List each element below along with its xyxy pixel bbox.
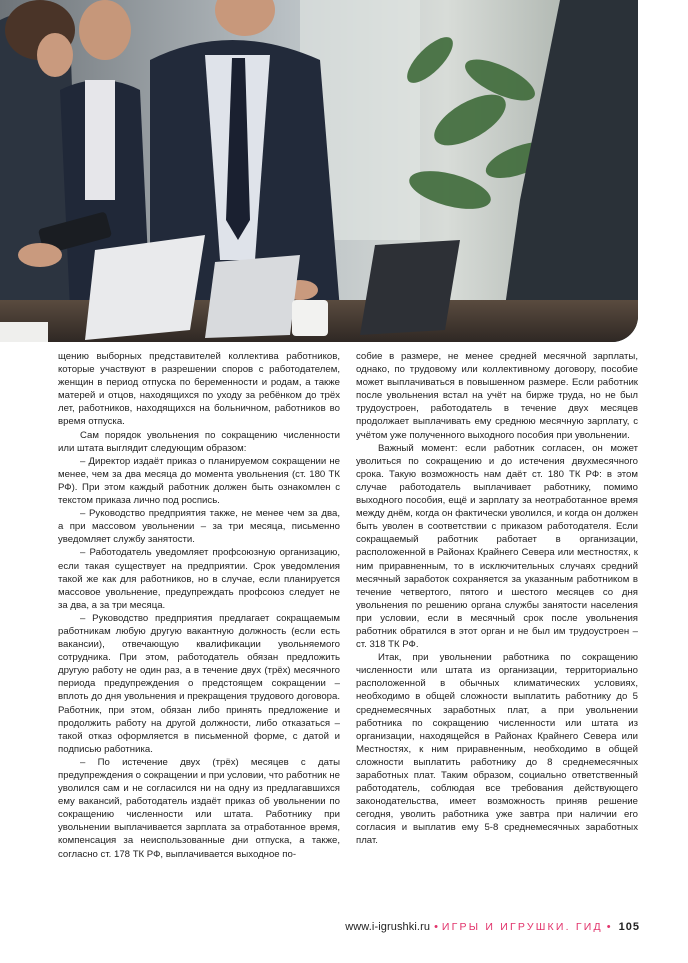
page-footer	[300, 919, 640, 935]
paragraph: – Директор издаёт приказ о планируемом сокращении не менее, чем за два месяца до момента увольнения (ст. 180 ТК РФ). При этом каждый работник должен быть ознакомлен с текстом приказа лично под роспись.	[58, 455, 340, 507]
paragraph: – По истечение двух (трёх) месяцев с даты предупреждения о сокращении и при условии, что работник не уволился сам и не согласился ни на одну из предлагавшихся ему вакансий, работодатель издаёт приказ об увольнении по сокращению численности или штата. Работнику при увольнении выплачивается зарплата за отработанное время, компенсация за неиспользованные дни отпуска, а также, согласно ст. 178 ТК РФ, выплачивается выходное по-	[58, 756, 340, 860]
website-link[interactable]: www.i-igrushki.ru	[345, 921, 431, 933]
paragraph: собие в размере, не менее средней месячной зарплаты, однако, по трудовому или коллективному договору, пособие может выплачиваться в повышенном размере. Если работник после увольнения встал на учёт на бирже труда, но не был трудоустроен, работодатель в течение двух месяцев продолжает выплачивать ему среднюю месячную зарплату, с учётом уже полученного выходного пособия при увольнении.	[356, 351, 638, 441]
text-column-left	[58, 350, 340, 861]
footer-separator: •	[606, 921, 611, 933]
header-photo	[0, 0, 638, 342]
paragraph: – Руководство предприятия предлагает сокращаемым работникам любую другую вакантную должность (если есть вакансии), отвечающую квалификации увольняемого сотрудника. При этом, работодатель обязан предложить другую работу не один раз, а в течение двух (трёх) месячного периода предупреждения о предстоящем сокращении – вплоть до дня увольнения и прекращения трудового договора. Работник, при этом, обязан либо принять предложение и продолжить работу на другой должности, либо отказаться – такой отказ оформляется в письменной форме, с датой и подписью работника.	[58, 612, 340, 755]
paragraph: Сам порядок увольнения по сокращению численности или штата выглядит следующим образом:	[58, 429, 340, 454]
page-number: 105	[618, 921, 640, 933]
paragraph: – Руководство предприятия также, не менее чем за два, а при массовом увольнении – за три месяца, письменно уведомляет службу занятости.	[58, 508, 340, 546]
paragraph: щению выборных представителей коллектива работников, которые участвуют в разрешении споров с работодателем, женщин в период отпуска по беременности и родам, а также матерей и отцов, находящихся по уходу за ребёнком до трёх лет, работников, находящихся на больничном, работников во время отпуска.	[58, 351, 340, 428]
paragraph: Важный момент: если работник согласен, он может уволиться по сокращению и до истечения двухмесячного срока. Такую возможность нам даёт ст. 180 ТК РФ: в этом случае работодатель выплачивает работнику, помимо выходного пособия, ещё и зарплату за неотработанное время между днём, когда он фактически уволился, и когда он должен быть уволен в соответствии с приказом работодателя. Если сокращаемый работник работает в организации, расположенной в Районах Крайнего Севера или местностях, к ним приравненным, то в исключительных случаях средний месячный заработок сохраняется за указанным работником в течение четвертого, пятого и шестого месяцев со дня увольнения по решению органа службы занятости населения при условии, если в месячный срок после увольнения работник обратился в этот орган и не был им трудоустроен – ст. 318 ТК РФ.	[356, 442, 638, 651]
text-column-right	[356, 350, 638, 848]
magazine-title: ИГРЫ И ИГРУШКИ. ГИД	[441, 921, 603, 933]
office-meeting-photo	[0, 0, 638, 342]
footer-separator: •	[434, 921, 438, 933]
paragraph: Итак, при увольнении работника по сокращению численности или штата из организации, территориально расположенной в обычных климатических условиях, необходимо в общей сложности выплатить работнику до 5 среднемесячных заработных плат, а при увольнении работника по сокращению численности или штата из организации, находящейся в Районах Крайнего Севера или Местностях, к ним приравненным, необходимо в общей сложности выплатить работнику до 8 среднемесячных заработных плат. Таким образом, социально ответственный работодатель, соблюдая все требования действующего законодательства, имеет возможность приняв решение сегодня, уволить работника уже завтра при наличии его согласия и выплатив ему 5-8 среднемесячных заработных плат.	[356, 652, 638, 847]
paragraph: – Работодатель уведомляет профсоюзную организацию, если такая существует на предприятии. Срок уведомления такой же как для работников, но в случае, если планируется массовое увольнение, предупреждать профсоюз следует не за два, а за три месяца.	[58, 547, 340, 611]
